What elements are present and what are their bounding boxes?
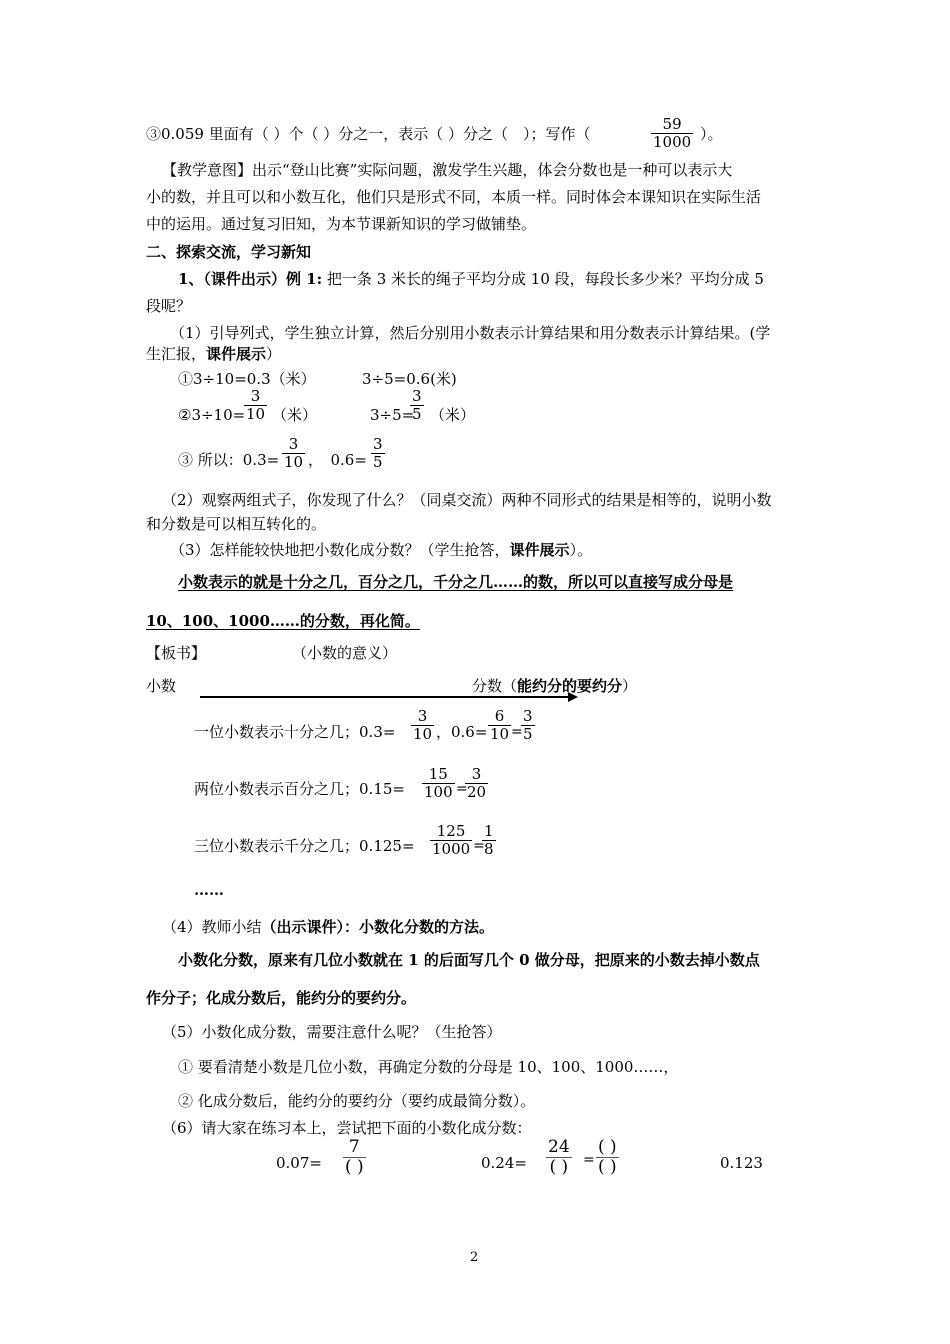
board-decimal-label: 小数: [146, 677, 177, 695]
key-point-line-2: 10、100、1000……的分数，再化简。: [146, 612, 420, 630]
question-3-text: ③0.059 里面有（ ）个（ ）分之一，表示（ ）分之（ ）；写作（: [146, 125, 591, 143]
example-1-line: [178, 269, 764, 289]
step-5-point-2: ② 化成分数后，能约分的要约分（要约成最简分数）。: [178, 1092, 536, 1110]
board-frac-3-5: $\frac{3}{5}$: [523, 707, 533, 743]
page-number: 2: [470, 1250, 479, 1265]
example-1-label: 1、（课件出示）例 1:: [178, 270, 323, 288]
exercise-1-label: 0.07=: [276, 1154, 322, 1172]
step-1-line-1: （1）引导列式，学生独立计算，然后分别用小数表示计算结果和用分数表示计算结果。(学: [170, 324, 771, 342]
board-ellipsis: ……: [194, 881, 224, 899]
board-row-1: 一位小数表示十分之几；0.3=: [194, 723, 396, 741]
board-frac-125-1000: $\frac{125}{1000}$: [432, 822, 471, 858]
intent-line-1: 【教学意图】出示“登山比赛”实际问题，激发学生兴趣，体会分数也是一种可以表示大: [162, 161, 733, 179]
exercise-2-label: 0.24=: [481, 1154, 527, 1172]
board-row-2: 两位小数表示百分之几；0.15=: [194, 780, 405, 798]
exercise-2-fraction: 24 ( ): [548, 1137, 570, 1177]
example-1-text-2: 段呢？: [146, 297, 192, 315]
exercise-3-label: 0.123: [720, 1154, 763, 1172]
board-frac-6-10: $\frac{6}{10}$: [490, 707, 510, 743]
result-decimal-1: ①3÷10=0.3（米）: [178, 370, 316, 388]
intent-line-2: 小的数，并且可以和小数互化，他们只是形式不同，本质一样。同时体会本课知识在实际生活: [146, 188, 762, 206]
step-1-line-2: 生汇报，课件展示）: [146, 345, 282, 363]
method-line-2: 作分子；化成分数后，能约分的要约分。: [146, 989, 417, 1007]
intent-line-3: 中的运用。通过复习旧知，为本节课新知识的学习做铺垫。: [146, 215, 537, 233]
board-title: （小数的意义）: [292, 644, 398, 662]
fraction-59-1000: $\frac{59}{1000}$: [653, 115, 692, 151]
fraction-3-10: $\frac{3}{10}$: [246, 387, 266, 423]
step-4-line: （4）教师小结（出示课件）：小数化分数的方法。: [162, 918, 495, 936]
exercise-2-fraction-simplified: ( ) ( ): [598, 1137, 617, 1177]
result-fraction-2-pre: 3÷5=: [370, 406, 415, 424]
board-label: 【板书】: [146, 644, 207, 662]
so-line: ③ 所以：0.3=: [178, 451, 280, 469]
example-1-text: 把一条 3 米长的绳子平均分成 10 段，每段长多少米？平均分成 5: [326, 270, 764, 288]
result-decimal-2: 3÷5=0.6(米): [362, 370, 457, 388]
section-2-title: 二、探索交流，学习新知: [146, 243, 312, 261]
step-2-line-2: 和分数是可以相互转化的。: [146, 515, 327, 533]
step-2-line-1: （2）观察两组式子，你发现了什么？（同桌交流）两种不同形式的结果是相等的，说明小数: [162, 491, 772, 509]
board-row-3: 三位小数表示千分之几；0.125=: [194, 837, 415, 855]
board-frac-1-8: $\frac{1}{8}$: [484, 822, 494, 858]
step-6-question: （6）请大家在练习本上，尝试把下面的小数化成分数：: [162, 1119, 532, 1137]
fraction-3-5-b: $\frac{3}{5}$: [373, 435, 383, 471]
board-frac-15-100: $\frac{15}{100}$: [424, 765, 453, 801]
fraction-3-10-b: $\frac{3}{10}$: [284, 435, 304, 471]
result-fraction-1-pre: ②3÷10=: [178, 406, 246, 424]
fraction-3-5: $\frac{3}{5}$: [412, 387, 422, 423]
exercise-1-fraction: 7 ( ): [345, 1137, 364, 1177]
step-3-line: （3）怎样能较快地把小数化成分数？（学生抢答，课件展示）。: [170, 541, 593, 559]
arrow-icon: [200, 690, 580, 704]
board-frac-3-10: $\frac{3}{10}$: [413, 707, 433, 743]
question-3-end: ）。: [700, 125, 723, 143]
key-point-line-1: 小数表示的就是十分之几，百分之几，千分之几……的数，所以可以直接写成分母是: [178, 573, 734, 591]
step-5-point-1: ① 要看清楚小数是几位小数，再确定分数的分母是 10、100、1000……，: [178, 1058, 679, 1076]
method-line-1: 小数化分数，原来有几位小数就在 1 的后面写几个 0 做分母，把原来的小数去掉小数点: [178, 951, 760, 969]
question-3-line: [146, 124, 591, 144]
board-frac-3-20: $\frac{3}{20}$: [467, 765, 487, 801]
step-5-question: （5）小数化成分数，需要注意什么呢？（生抢答）: [162, 1023, 502, 1041]
board-fraction-label: 分数（能约分的要约分）: [472, 677, 638, 695]
